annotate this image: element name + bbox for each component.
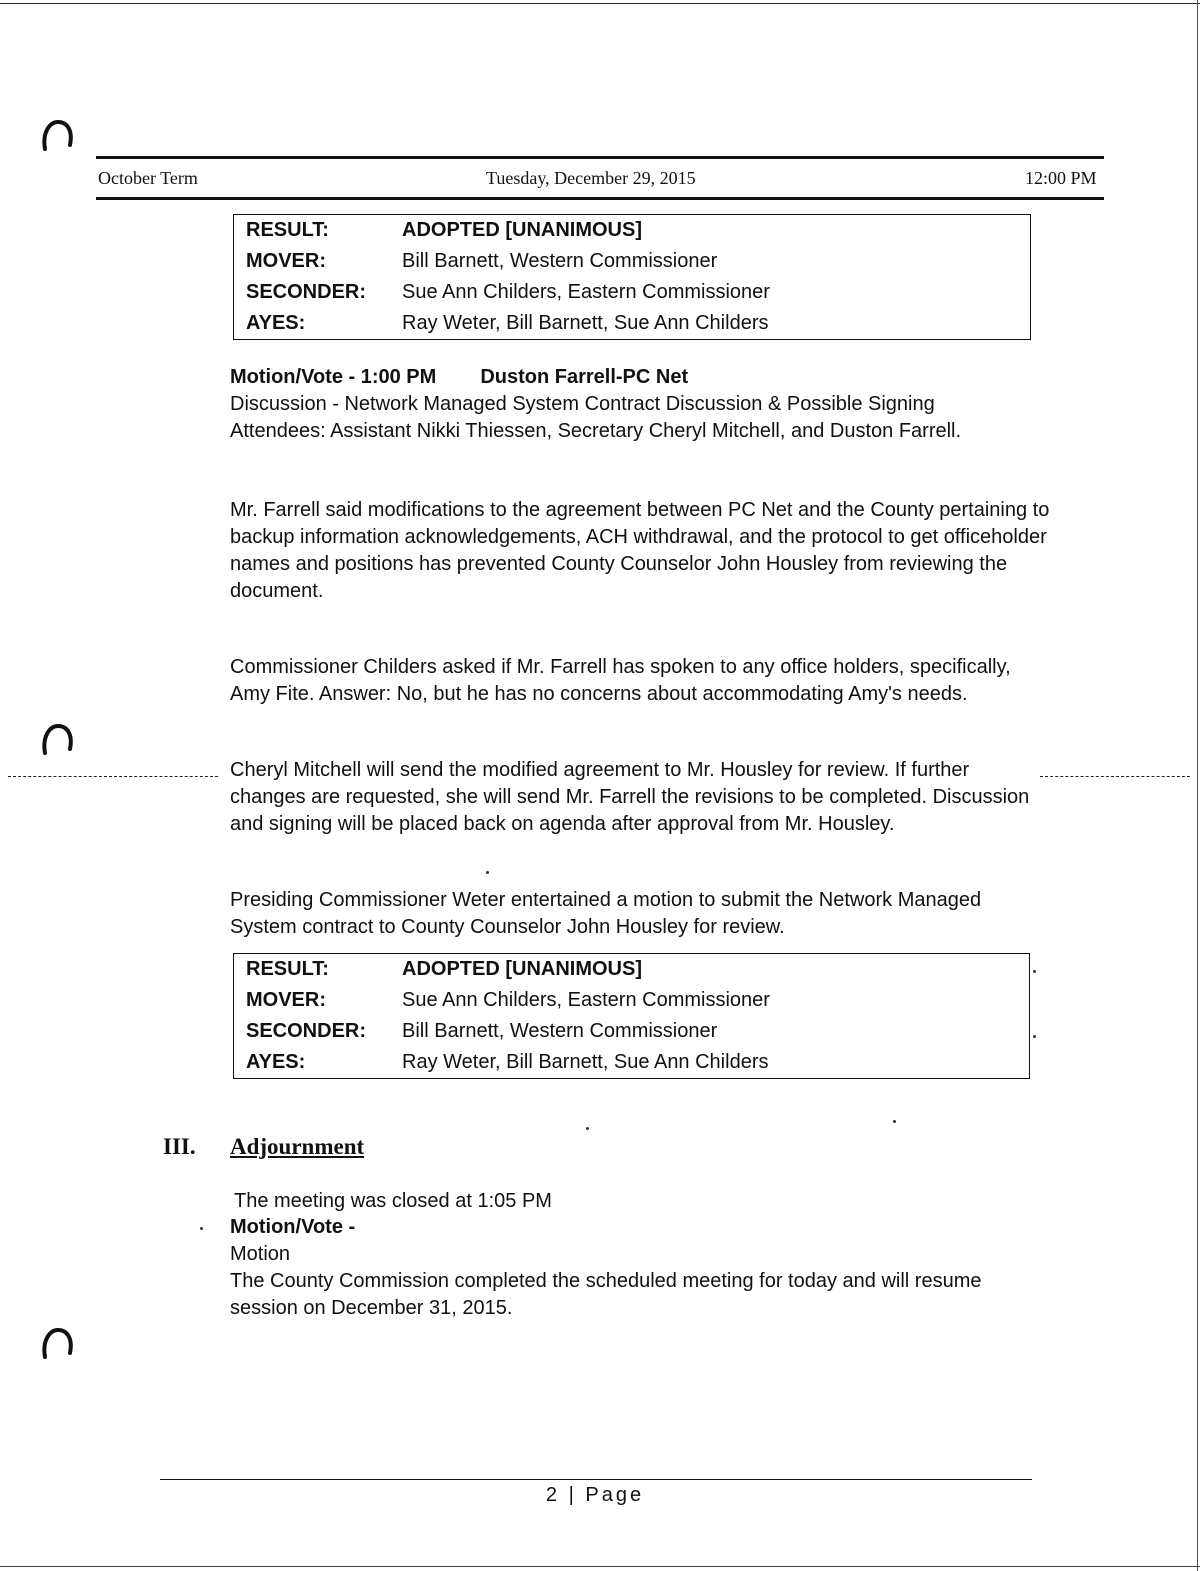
paragraph-text: Mr. Farrell said modifications to the agreement between PC Net and the County pertaining to backup information acknowledgements, ACH withdrawal, and the protocol to get officeholder names and positions has prevented County Counselor John Housley from reviewing the document. bbox=[230, 499, 1050, 602]
vote-result-table bbox=[233, 953, 1030, 1079]
fold-line-right bbox=[1040, 776, 1190, 777]
mover-label: MOVER: bbox=[246, 989, 326, 1011]
scan-speck bbox=[893, 1120, 896, 1123]
fold-line-left bbox=[8, 776, 218, 777]
motion-time: Motion/Vote - 1:00 PM bbox=[230, 366, 437, 388]
scan-right-border bbox=[1197, 0, 1198, 1571]
vote-result-table bbox=[233, 214, 1031, 340]
adjournment-motion: Motion bbox=[230, 1243, 291, 1265]
bullet-dot bbox=[200, 1227, 203, 1230]
scan-speck bbox=[1033, 970, 1036, 973]
table-row bbox=[234, 277, 1031, 308]
table-row bbox=[234, 1047, 1030, 1079]
paragraph-mitchell bbox=[230, 757, 1050, 838]
scan-top-border bbox=[0, 3, 1200, 4]
scan-speck bbox=[1033, 1035, 1036, 1038]
scan-speck bbox=[486, 871, 489, 874]
motion-discussion: Discussion - Network Managed System Contract Discussion & Possible Signing bbox=[230, 393, 935, 415]
ayes-value: Ray Weter, Bill Barnett, Sue Ann Childers bbox=[402, 312, 769, 334]
page-number: 2 | Page bbox=[545, 1484, 645, 1506]
table-row bbox=[234, 985, 1030, 1016]
ayes-label: AYES: bbox=[246, 312, 306, 334]
motion-block bbox=[230, 364, 1050, 445]
mover-value: Sue Ann Childers, Eastern Commissioner bbox=[402, 989, 770, 1011]
paragraph-text: Presiding Commissioner Weter entertained a motion to submit the Network Managed System contract to County Counselor John Housley for review. bbox=[230, 889, 982, 938]
paragraph-childers bbox=[230, 654, 1050, 708]
ayes-value: Ray Weter, Bill Barnett, Sue Ann Childers bbox=[402, 1051, 769, 1073]
seconder-label: SECONDER: bbox=[246, 281, 367, 303]
table-row bbox=[234, 308, 1031, 340]
header-date: Tuesday, December 29, 2015 bbox=[486, 168, 696, 188]
table-row bbox=[234, 215, 1031, 247]
mover-value: Bill Barnett, Western Commissioner bbox=[402, 250, 718, 272]
motion-attendees: Attendees: Assistant Nikki Thiessen, Secretary Cheryl Mitchell, and Duston Farrell. bbox=[230, 420, 962, 442]
scan-speck bbox=[586, 1127, 589, 1130]
seconder-value: Bill Barnett, Western Commissioner bbox=[402, 1020, 718, 1042]
adjournment-summary: The County Commission completed the scheduled meeting for today and will resume session on December 31, 2015. bbox=[230, 1270, 982, 1319]
scan-bottom-border bbox=[0, 1566, 1200, 1567]
footer-rule bbox=[160, 1479, 1032, 1480]
table-row bbox=[234, 246, 1031, 277]
paragraph-farrell bbox=[230, 497, 1050, 605]
result-value: ADOPTED [UNANIMOUS] bbox=[402, 958, 642, 980]
punch-hole-icon bbox=[40, 118, 74, 152]
header-time: 12:00 PM bbox=[1025, 168, 1097, 188]
paragraph-weter-motion bbox=[230, 887, 1050, 941]
seconder-value: Sue Ann Childers, Eastern Commissioner bbox=[402, 281, 770, 303]
section-number: III. bbox=[163, 1134, 196, 1159]
paragraph-text: Cheryl Mitchell will send the modified agreement to Mr. Housley for review. If further changes are requested, she will send Mr. Farrell the revisions to be completed. Discussion and signing will be placed back on agenda after approval from Mr. Housley. bbox=[230, 759, 1030, 835]
table-row bbox=[234, 1016, 1030, 1047]
ayes-label: AYES: bbox=[246, 1051, 306, 1073]
motion-presenter: Duston Farrell-PC Net bbox=[480, 366, 689, 388]
motion-heading bbox=[230, 364, 1050, 391]
seconder-label: SECONDER: bbox=[246, 1020, 367, 1042]
result-label: RESULT: bbox=[246, 958, 329, 980]
header-bottom-rule bbox=[96, 197, 1104, 200]
punch-hole-icon bbox=[40, 722, 74, 756]
adjournment-closed: The meeting was closed at 1:05 PM bbox=[234, 1190, 552, 1212]
mover-label: MOVER: bbox=[246, 250, 326, 272]
header-top-rule bbox=[96, 156, 1104, 159]
header-term: October Term bbox=[98, 168, 198, 188]
section-title: Adjournment bbox=[230, 1134, 365, 1159]
paragraph-text: Commissioner Childers asked if Mr. Farrell has spoken to any office holders, specifically, Amy Fite. Answer: No, but he has no concerns about accommodating Amy's needs. bbox=[230, 656, 1011, 705]
result-value: ADOPTED [UNANIMOUS] bbox=[402, 219, 642, 241]
result-label: RESULT: bbox=[246, 219, 329, 241]
punch-hole-icon bbox=[40, 1326, 74, 1360]
table-row bbox=[234, 954, 1030, 986]
adjournment-motion-vote: Motion/Vote - bbox=[230, 1216, 356, 1238]
